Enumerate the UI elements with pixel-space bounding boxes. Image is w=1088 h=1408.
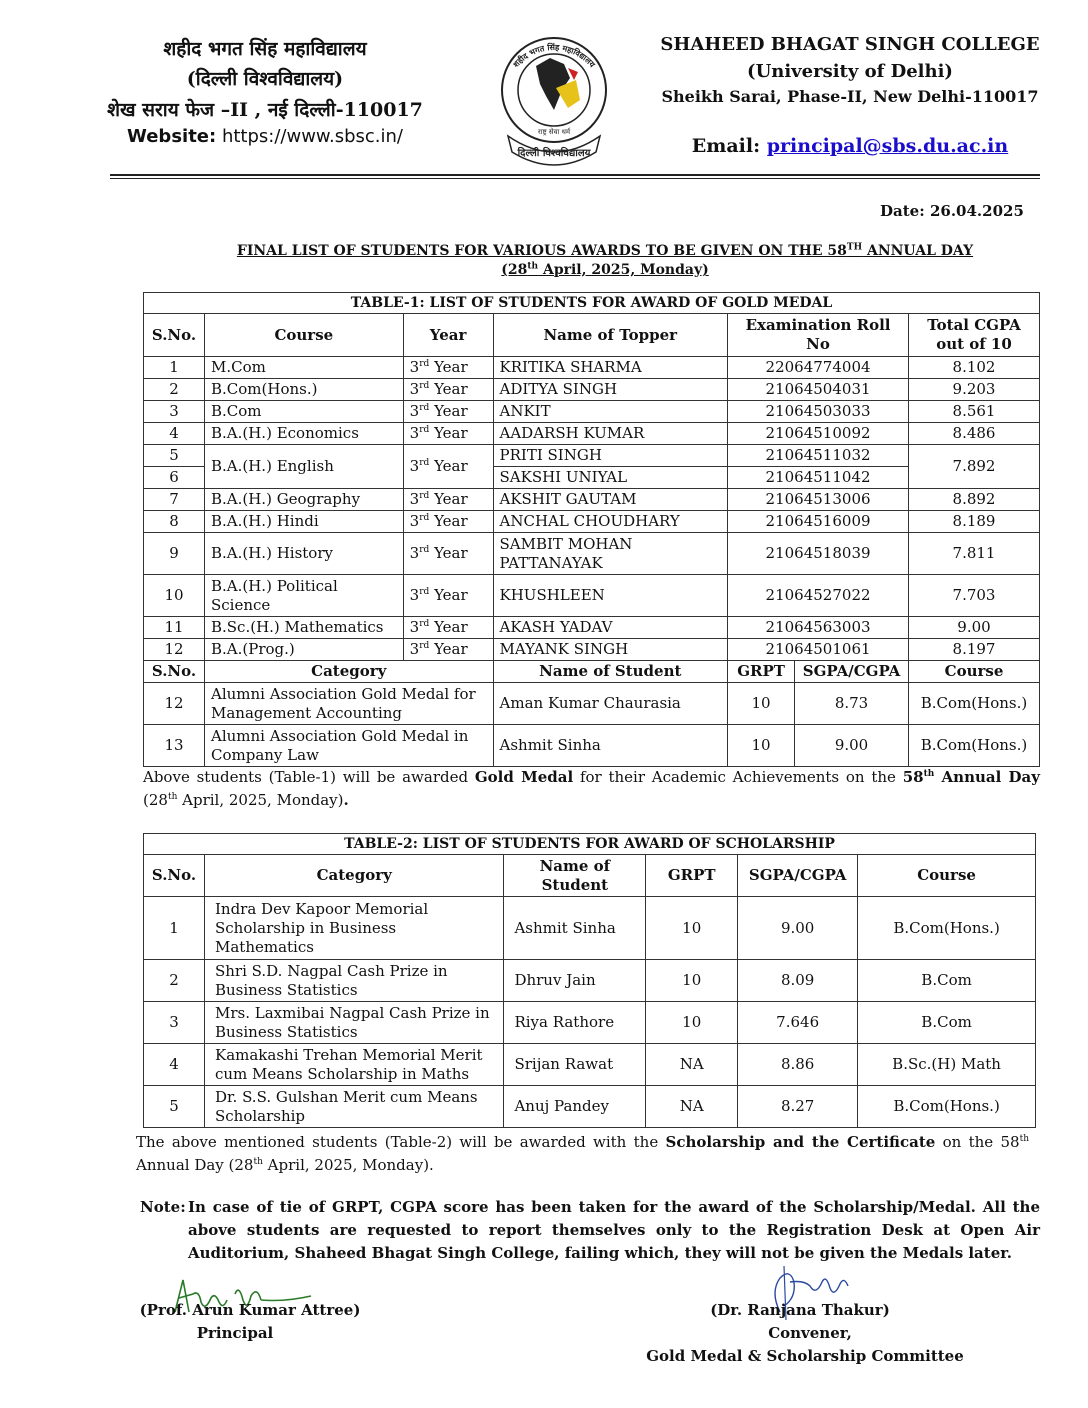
cell-course: B.Sc.(H) Math: [858, 1044, 1036, 1086]
important-note: [140, 1196, 1040, 1265]
subheader-name: Name of Student: [493, 661, 728, 683]
cell-grpt: NA: [646, 1044, 738, 1086]
cell-name: ADITYA SINGH: [493, 379, 728, 401]
cell-year: 3rd Year: [403, 639, 493, 661]
cell-course: B.A.(H.) English: [204, 445, 403, 489]
table-row: [144, 533, 1040, 575]
cell-cgpa: 7.892: [909, 445, 1040, 489]
cell-cgpa: 8.892: [909, 489, 1040, 511]
cell-sno: 4: [144, 423, 205, 445]
cell-sno: 6: [144, 467, 205, 489]
cell-name: PRITI SINGH: [493, 445, 728, 467]
hindi-college-name: शहीद भगत सिंह महाविद्यालय: [163, 38, 367, 60]
header-rule: [110, 174, 1040, 176]
t2-header-grpt: GRPT: [646, 855, 738, 897]
cell-sno: 5: [144, 445, 205, 467]
cell-cgpa: 7.703: [909, 575, 1040, 617]
cell-cgpa: 9.00: [909, 617, 1040, 639]
principal-title: Principal: [196, 1324, 274, 1342]
college-address: Sheikh Sarai, Phase-II, New Delhi-110017: [661, 87, 1039, 106]
table1-caption: TABLE-1: LIST OF STUDENTS FOR AWARD OF GOLD MEDAL: [144, 293, 1040, 314]
cell-course: B.A.(H.) Hindi: [204, 511, 403, 533]
subheader-category: Category: [204, 661, 493, 683]
cell-name: KHUSHLEEN: [493, 575, 728, 617]
cell-course: B.Com: [858, 960, 1036, 1002]
cell-category: Shri S.D. Nagpal Cash Prize in Business Statistics: [204, 960, 503, 1002]
committee-name: Gold Medal & Scholarship Committee: [646, 1347, 964, 1365]
table2-note: The above mentioned students (Table-2) will be awarded with the Scholarship and the Certificate on the 58th Annual Day (28th April, 2025, Monday).: [136, 1133, 1029, 1174]
cell-name: KRITIKA SHARMA: [493, 357, 728, 379]
cell-grpt: NA: [646, 1086, 738, 1128]
table-row: 13 Alumni Association Gold Medal in Company Law Ashmit Sinha 10 9.00 B.Com(Hons.): [144, 725, 1040, 767]
cell-sno: 3: [144, 401, 205, 423]
website-url[interactable]: https://www.sbsc.in/: [221, 126, 403, 147]
cell-sno: 12: [144, 639, 205, 661]
email-line: [680, 135, 1020, 157]
cell-sno: 8: [144, 511, 205, 533]
cell-course: B.Com: [858, 1002, 1036, 1044]
cell-sno: 4: [144, 1044, 205, 1086]
cell-category: Kamakashi Trehan Memorial Merit cum Means Scholarship in Maths: [204, 1044, 503, 1086]
cell-name: ANKIT: [493, 401, 728, 423]
table1-note: Above students (Table-1) will be awarded Gold Medal for their Academic Achievements on the 58th Annual Day (28th April, 2025, Monday).: [143, 768, 1040, 809]
cell-course: B.A.(Prog.): [204, 639, 403, 661]
table-row: [144, 1044, 1036, 1086]
cell-name: SAMBIT MOHAN PATTANAYAK: [493, 533, 728, 575]
cell-sgpa: 8.86: [738, 1044, 858, 1086]
cell-course: B.A.(H.) Political Science: [204, 575, 403, 617]
cell-roll: 21064511032: [728, 445, 909, 467]
cell-sgpa: 8.09: [738, 960, 858, 1002]
university-name: (University of Delhi): [747, 61, 953, 82]
header-name: Name of Topper: [493, 314, 728, 357]
cell-course: B.Sc.(H.) Mathematics: [204, 617, 403, 639]
cell-roll: 21064503033: [728, 401, 909, 423]
cell-year: 3rd Year: [403, 423, 493, 445]
cell-year: 3rd Year: [403, 617, 493, 639]
table-row: [144, 445, 1040, 467]
table-row: [144, 379, 1040, 401]
cell-category: Mrs. Laxmibai Nagpal Cash Prize in Business Statistics: [204, 1002, 503, 1044]
cell-roll: 21064501061: [728, 639, 909, 661]
cell-course: B.Com(Hons.): [858, 897, 1036, 960]
t2-header-name: Name of Student: [504, 855, 646, 897]
cell-year: 3rd Year: [403, 379, 493, 401]
logo-text-bottom: दिल्ली विश्वविद्यालय: [517, 148, 591, 159]
cell-name: AKSHIT GAUTAM: [493, 489, 728, 511]
table-row: [144, 960, 1036, 1002]
t2-header-course: Course: [858, 855, 1036, 897]
cell-sno: 3: [144, 1002, 205, 1044]
cell-name: AADARSH KUMAR: [493, 423, 728, 445]
logo-text-top: शहीद भगत सिंह महाविद्यालय: [510, 41, 598, 70]
hindi-address: शेख सराय फेज –II , नई दिल्ली-110017: [107, 99, 423, 121]
table2-caption: TABLE-2: LIST OF STUDENTS FOR AWARD OF SCHOLARSHIP: [144, 834, 1036, 855]
table-row: [144, 1086, 1036, 1128]
cell-sno: 10: [144, 575, 205, 617]
logo-motto: राष्ट्र सेवा धर्म: [537, 128, 571, 136]
scholarship-table: [143, 833, 1036, 1128]
table-row: [144, 617, 1040, 639]
email-label: Email:: [691, 135, 761, 157]
cell-year: 3rd Year: [403, 575, 493, 617]
table-row: [144, 639, 1040, 661]
cell-course: B.Com(Hons.): [858, 1086, 1036, 1128]
table-row: [144, 511, 1040, 533]
convener-title: Convener,: [768, 1324, 852, 1342]
subheader-course: Course: [909, 661, 1040, 683]
gold-medal-table: [143, 292, 1040, 767]
cell-year: 3rd Year: [403, 489, 493, 511]
document-title: FINAL LIST OF STUDENTS FOR VARIOUS AWARDS TO BE GIVEN ON THE 58TH ANNUAL DAY (28th April, 2025, Monday): [236, 242, 974, 278]
cell-roll: 21064527022: [728, 575, 909, 617]
cell-grpt: 10: [646, 1002, 738, 1044]
cell-year: 3rd Year: [403, 533, 493, 575]
cell-sgpa: 9.00: [738, 897, 858, 960]
cell-cgpa: 8.197: [909, 639, 1040, 661]
cell-sno: 9: [144, 533, 205, 575]
header-course: Course: [204, 314, 403, 357]
hindi-university: (दिल्ली विश्वविद्यालय): [186, 68, 344, 90]
cell-year: 3rd Year: [403, 511, 493, 533]
website-label: Website:: [127, 126, 217, 147]
cell-course: B.A.(H.) Geography: [204, 489, 403, 511]
cell-grpt: 10: [646, 897, 738, 960]
cell-sno: 11: [144, 617, 205, 639]
cell-roll: 21064510092: [728, 423, 909, 445]
cell-sgpa: 8.27: [738, 1086, 858, 1128]
t2-header-category: Category: [204, 855, 503, 897]
cell-sno: 1: [144, 357, 205, 379]
t2-header-sno: S.No.: [144, 855, 205, 897]
cell-cgpa: 8.561: [909, 401, 1040, 423]
cell-course: B.Com: [204, 401, 403, 423]
table-row: [144, 489, 1040, 511]
cell-roll: 21064518039: [728, 533, 909, 575]
college-logo: [484, 28, 624, 168]
cell-roll: 21064511042: [728, 467, 909, 489]
cell-name: Anuj Pandey: [504, 1086, 646, 1128]
subheader-grpt: GRPT: [728, 661, 795, 683]
principal-name: (Prof. Arun Kumar Attree): [139, 1301, 361, 1319]
table-row: [144, 575, 1040, 617]
cell-roll: 21064563003: [728, 617, 909, 639]
cell-sgpa: 7.646: [738, 1002, 858, 1044]
table-row: [144, 401, 1040, 423]
cell-roll: 21064513006: [728, 489, 909, 511]
cell-cgpa: 8.486: [909, 423, 1040, 445]
table-row: 12 Alumni Association Gold Medal for Management Accounting Aman Kumar Chaurasia 10 8.73 B.Com(Hons.): [144, 683, 1040, 725]
cell-name: ANCHAL CHOUDHARY: [493, 511, 728, 533]
table-row: [144, 1002, 1036, 1044]
cell-name: MAYANK SINGH: [493, 639, 728, 661]
cell-category: Dr. S.S. Gulshan Merit cum Means Scholarship: [204, 1086, 503, 1128]
cell-roll: 22064774004: [728, 357, 909, 379]
table-row: [144, 897, 1036, 960]
college-name: SHAHEED BHAGAT SINGH COLLEGE: [660, 34, 1040, 55]
cell-roll: 21064504031: [728, 379, 909, 401]
header-rule-thin: [110, 178, 1040, 179]
document-date: Date: 26.04.2025: [880, 202, 1024, 220]
t2-header-sgpa: SGPA/CGPA: [738, 855, 858, 897]
cell-cgpa: 8.189: [909, 511, 1040, 533]
cell-cgpa: 9.203: [909, 379, 1040, 401]
cell-sno: 7: [144, 489, 205, 511]
cell-grpt: 10: [646, 960, 738, 1002]
email-link[interactable]: principal@sbs.du.ac.in: [766, 135, 1009, 157]
cell-name: Srijan Rawat: [504, 1044, 646, 1086]
cell-sno: 2: [144, 960, 205, 1002]
cell-sno: 5: [144, 1086, 205, 1128]
cell-name: Dhruv Jain: [504, 960, 646, 1002]
header-sno: S.No.: [144, 314, 205, 357]
cell-sno: 2: [144, 379, 205, 401]
cell-roll: 21064516009: [728, 511, 909, 533]
header-cgpa: Total CGPA out of 10: [909, 314, 1040, 357]
header-roll: Examination Roll No: [728, 314, 909, 357]
note-text: In case of tie of GRPT, CGPA score has been taken for the award of the Scholarship/Medal. All the above students are requested to report themselves only to the Registration Desk at Open Air Auditorium, Shaheed Bhagat Singh College, failing which, they will not be given the Medals later.: [188, 1198, 1040, 1262]
subheader-sno: S.No.: [144, 661, 205, 683]
cell-name: Ashmit Sinha: [504, 897, 646, 960]
cell-sno: 1: [144, 897, 205, 960]
cell-cgpa: 8.102: [909, 357, 1040, 379]
subheader-sgpa: SGPA/CGPA: [795, 661, 909, 683]
header-year: Year: [403, 314, 493, 357]
cell-course: B.A.(H.) Economics: [204, 423, 403, 445]
website: [90, 126, 440, 147]
cell-year: 3rd Year: [403, 357, 493, 379]
cell-year: 3rd Year: [403, 445, 493, 489]
table-row: [144, 357, 1040, 379]
cell-course: B.A.(H.) History: [204, 533, 403, 575]
cell-year: 3rd Year: [403, 401, 493, 423]
cell-cgpa: 7.811: [909, 533, 1040, 575]
cell-name: SAKSHI UNIYAL: [493, 467, 728, 489]
cell-category: Indra Dev Kapoor Memorial Scholarship in Business Mathematics: [204, 897, 503, 960]
cell-name: AKASH YADAV: [493, 617, 728, 639]
cell-name: Riya Rathore: [504, 1002, 646, 1044]
note-label: Note:: [140, 1198, 186, 1216]
convener-name: (Dr. Ranjana Thakur): [710, 1301, 890, 1319]
table-row: [144, 423, 1040, 445]
cell-course: M.Com: [204, 357, 403, 379]
cell-course: B.Com(Hons.): [204, 379, 403, 401]
